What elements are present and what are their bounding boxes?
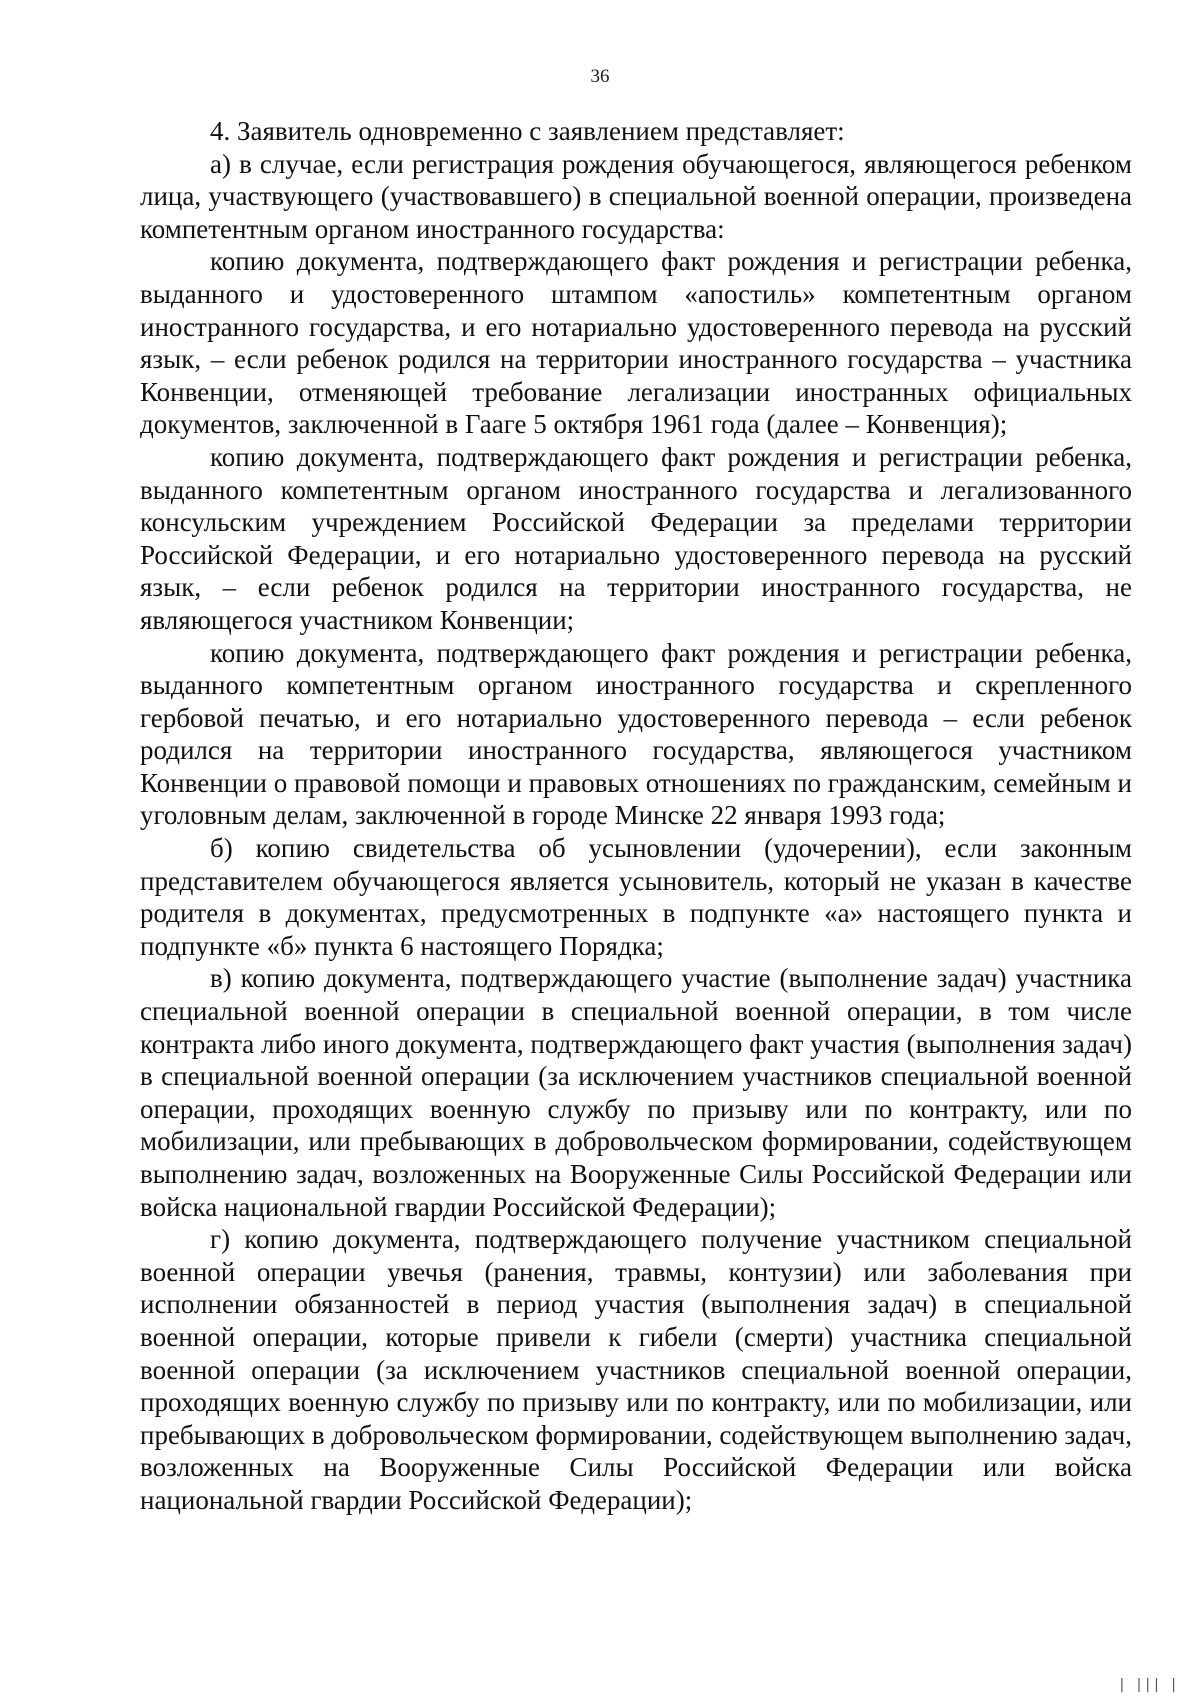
scan-artifact: | ||| |	[1119, 1677, 1180, 1693]
paragraph-legalized-copy: копию документа, подтверждающего факт рождения и регистрации ребенка, выданного компетентным органом иностранного государства и легализованного консульским учреждением Российской Федерации за пределами территории Российской Федерации, и его нотариально удостоверенного перевода на русский язык, – если ребенок родился на территории иностранного государства, не являющегося участником Конвенции;	[140, 441, 1132, 635]
document-body	[140, 115, 1132, 1517]
page-number: 36	[590, 66, 610, 87]
paragraph-subitem-v: в) копию документа, подтверждающего участие (выполнение задач) участника специальной военной операции в специальной военной операции, в том числе контракта либо иного документа, подтверждающего факт участия (выполнения задач) в специальной военной операции (за исключением участников специальной военной операции, проходящих военную службу по призыву или по контракту, или по мобилизации, или пребывающих в добровольческом формировании, содействующем выполнению задач, возложенных на Вооруженные Силы Российской Федерации или войска национальной гвардии Российской Федерации);	[140, 963, 1132, 1222]
paragraph-apostille-copy: копию документа, подтверждающего факт рождения и регистрации ребенка, выданного и удостоверенного штампом «апостиль» компетентным органом иностранного государства, и его нотариально удостоверенного перевода на русский язык, – если ребенок родился на территории иностранного государства – участника Конвенции, отменяющей требование легализации иностранных официальных документов, заключенной в Гааге 5 октября 1961 года (далее – Конвенция);	[140, 246, 1132, 440]
paragraph-item-4: 4. Заявитель одновременно с заявлением представляет:	[210, 116, 845, 146]
paragraph-subitem-a: а) в случае, если регистрация рождения обучающегося, являющегося ребенком лица, участвующего (участвовавшего) в специальной военной операции, произведена компетентным органом иностранного государства:	[140, 148, 1132, 244]
paragraph-sealed-copy: копию документа, подтверждающего факт рождения и регистрации ребенка, выданного компетентным органом иностранного государства и скрепленного гербовой печатью, и его нотариально удостоверенного перевода – если ребенок родился на территории иностранного государства, являющегося участником Конвенции о правовой помощи и правовых отношениях по гражданским, семейным и уголовным делам, заключенной в городе Минске 22 января 1993 года;	[140, 637, 1132, 831]
paragraph-subitem-g: г) копию документа, подтверждающего получение участником специальной военной операции увечья (ранения, травмы, контузии) или заболевания при исполнении обязанностей в период участия (выполнения задач) в специальной военной операции, которые привели к гибели (смерти) участника специальной военной операции (за исключением участников специальной военной операции, проходящих военную службу по призыву или по контракту, или по мобилизации, или пребывающих в добровольческом формировании, содействующем выполнению задач, возложенных на Вооруженные Силы Российской Федерации или войска национальной гвардии Российской Федерации);	[140, 1224, 1132, 1515]
paragraph-subitem-b: б) копию свидетельства об усыновлении (удочерении), если законным представителем обучающегося является усыновитель, который не указан в качестве родителя в документах, предусмотренных в подпункте «а» настоящего пункта и подпункте «б» пункта 6 настоящего Порядка;	[140, 833, 1132, 961]
